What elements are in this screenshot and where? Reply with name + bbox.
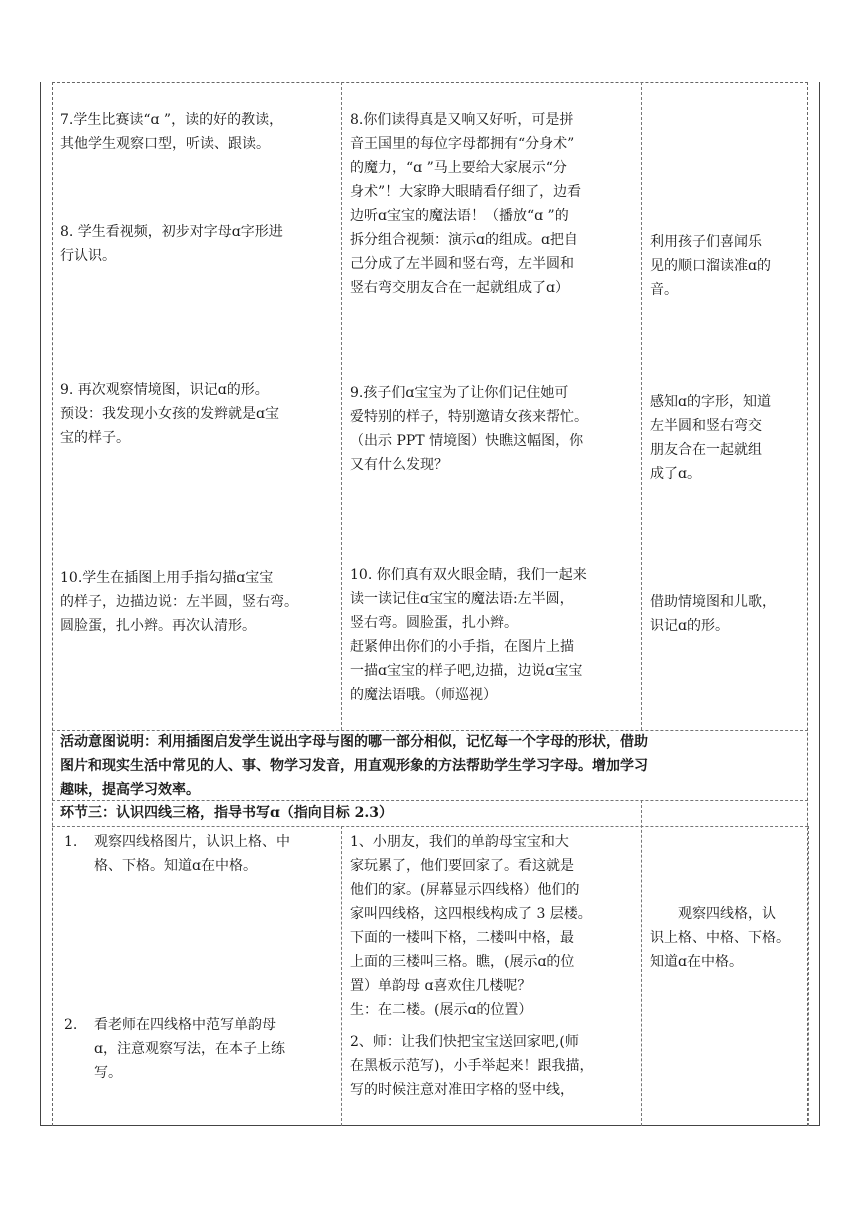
list-number: 1.	[64, 834, 78, 850]
student-activity-7: 7.学生比赛读“ɑ ”，读的好的教读， 其他学生观察口型，听读、跟读。	[60, 112, 284, 152]
list-text: 观察四线格图片，认识上格、中 格、下格。知道ɑ在中格。	[94, 834, 290, 874]
design-intent-2: 感知ɑ的字形，知道 左半圆和竖右弯交 朋友合在一起就组 成了ɑ。	[650, 394, 771, 482]
teacher-activity-10: 10. 你们真有双火眼金睛，我们一起来 读一读记住ɑ宝宝的魔法语:左半圆， 竖右弯。圆脸蛋，扎小辫。 赶紧伸出你们的小手指，在图片上描 一描ɑ宝宝的样子吧,边描，边说ɑ宝宝 的魔法语哦。（师巡视）	[350, 567, 587, 703]
teacher-activity-8: 8.你们读得真是又响又好听，可是拼 音王国里的每位字母都拥有“分身术” 的魔力，“ɑ ”马上要给大家展示“分 身术”！大家睁大眼睛看仔细了，边看 边听ɑ宝宝的魔法语！（播放“ɑ ”的 拆分组合视频：演示ɑ的组成。ɑ把自 己分成了左半圆和竖右弯，左半圆和 竖右弯交朋友合在一起就组成了ɑ）	[350, 112, 582, 296]
list-number: 2.	[64, 1017, 78, 1033]
list-item	[64, 830, 344, 902]
row-divider	[52, 826, 808, 827]
design-intent-1: 利用孩子们喜闻乐 见的顺口溜读准ɑ的 音。	[650, 234, 771, 298]
column-divider	[641, 800, 642, 1126]
teacher-activity-9: 9.孩子们ɑ宝宝为了让你们记住她可 爱特别的样子，特别邀请女孩来帮忙。 （出示 PPT 情境图）快瞧这幅图，你 又有什么发现？	[350, 385, 588, 473]
list-item	[64, 1013, 344, 1085]
teacher-activity-s3-2: 2、师：让我们快把宝宝送回家吧,(师 在黑板示范写)，小手举起来！跟我描， 写的时候注意对准田字格的竖中线，	[350, 1034, 594, 1098]
teacher-activity-s3-1: 1、小朋友，我们的单韵母宝宝和大 家玩累了，他们要回家了。看这就是 他们的家。(屏幕显示四线格）他们的 家叫四线格，这四根线构成了 3 层楼。 下面的一楼叫下格，二楼叫中格，最 上面的三楼叫三格。瞧，(展示ɑ的位 置）单韵母 ɑ喜欢住几楼呢？ 生：在二楼。(展示ɑ的位置）	[350, 834, 592, 1018]
column-divider	[641, 82, 642, 730]
section-title: 环节三：认识四线三格，指导书写ɑ（指向目标 2.3）	[60, 805, 394, 821]
student-activity-8: 8. 学生看视频，初步对字母ɑ字形进 行认识。	[60, 224, 283, 264]
student-activity-9: 9. 再次观察情境图，识记ɑ的形。 预设：我发现小女孩的发辫就是ɑ宝 宝的样子。	[60, 382, 279, 446]
column-divider	[808, 826, 809, 1126]
design-intent-s3: 观察四线格，认 识上格、中格、下格。 知道ɑ在中格。	[650, 906, 790, 970]
activity-intent-note: 活动意图说明：利用插图启发学生说出字母与图的哪一部分相似，记忆每一个字母的形状，借助 图片和现实生活中常见的人、事、物学习发音，用直观形象的方法帮助学生学习字母。增加学习 趣味，提高学习效率。	[60, 734, 648, 798]
design-intent-3: 借助情境图和儿歌， 识记ɑ的形。	[650, 594, 776, 634]
list-text: 看老师在四线格中范写单韵母 ɑ，注意观察写法，在本子上练 写。	[94, 1017, 285, 1081]
student-activity-10: 10.学生在插图上用手指勾描ɑ宝宝 的样子，边描边说：左半圆，竖右弯。 圆脸蛋，扎小辫。再次认清形。	[60, 570, 298, 634]
